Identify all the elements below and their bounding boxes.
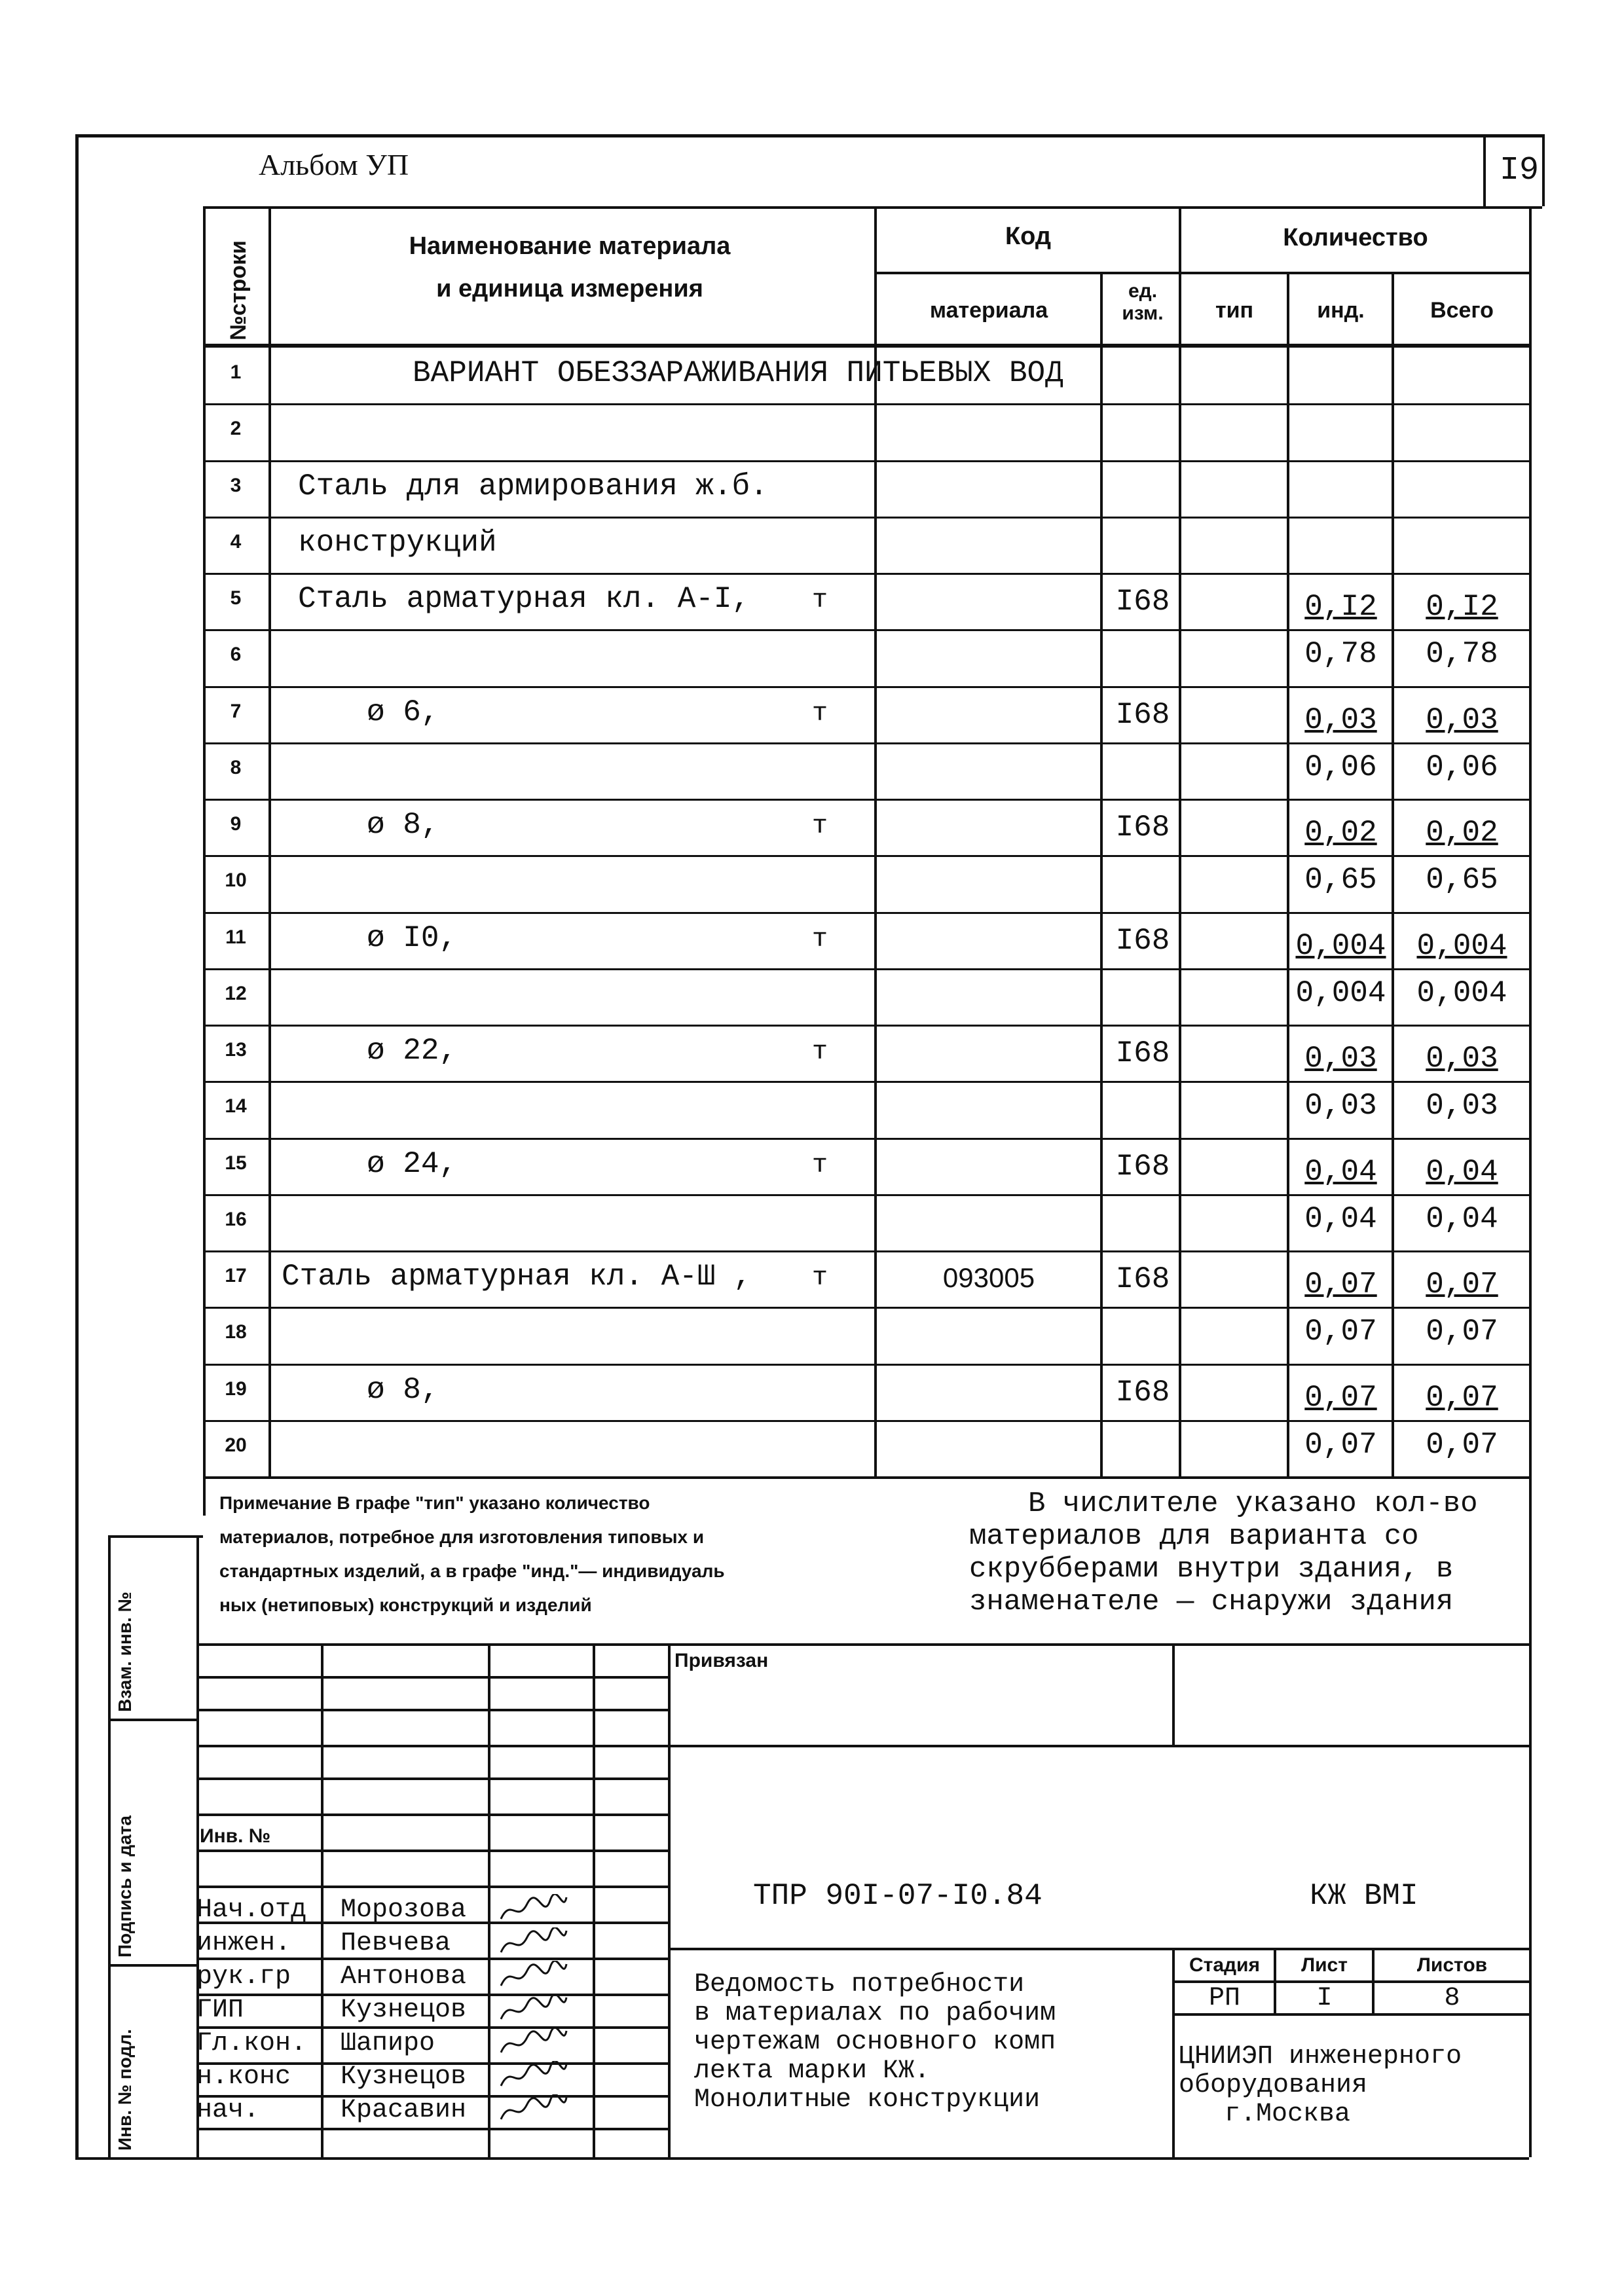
material-name: Сталь арматурная кл. А-Ш , — [282, 1260, 752, 1294]
unit-label: т — [812, 1150, 828, 1180]
material-name: ø 6, — [367, 695, 439, 729]
row-number: 19 — [225, 1377, 247, 1400]
side-podpis-label: Подпись и дата — [115, 1815, 135, 1958]
inv-no-label: Инв. № — [200, 1825, 271, 1847]
qty-total: 0,03 — [1426, 1042, 1498, 1076]
row-divider — [203, 1307, 1529, 1309]
col-ind-line — [1392, 272, 1394, 1476]
row-divider — [203, 629, 1529, 631]
stage-value-line — [1172, 2013, 1529, 2016]
row-number: 5 — [230, 587, 242, 609]
staff-role: нач. — [196, 2096, 260, 2125]
row-divider — [203, 686, 1529, 688]
col-type-line — [1287, 272, 1289, 1476]
org-line2: оборудования — [1179, 2071, 1368, 2100]
row-divider — [203, 460, 1529, 462]
unit-label: т — [812, 812, 828, 841]
header-qty-ind: инд. — [1317, 298, 1365, 323]
qty-ind: 0,07 — [1304, 1267, 1377, 1302]
sheets-value: 8 — [1444, 1984, 1460, 2013]
unit-label: т — [812, 586, 828, 615]
table-right-line — [1529, 206, 1532, 1476]
unit-label: т — [812, 924, 828, 955]
staff-role: рук.гр — [196, 1962, 291, 1992]
qty-total: 0,02 — [1426, 816, 1498, 850]
table-left-line — [203, 206, 206, 1516]
stamp-col-role — [321, 1643, 323, 2157]
qty-ind: 0,004 — [1295, 975, 1386, 1010]
unit-code: I68 — [1115, 1149, 1170, 1184]
col-unit-line — [1179, 206, 1181, 1476]
stamp-line-f — [196, 1813, 668, 1816]
qty-ind: 0,04 — [1304, 1154, 1377, 1189]
header-name-line1: Наименование материала — [409, 232, 731, 260]
row-number: 2 — [230, 418, 242, 440]
row-number: 15 — [225, 1152, 247, 1174]
stamp-line-c — [196, 1745, 668, 1747]
staff-name: Красавин — [341, 2096, 467, 2125]
frame-top-border — [75, 134, 1542, 137]
stamp-col-main — [668, 1643, 671, 2157]
header-code-unit: ед. изм. — [1122, 280, 1164, 324]
qty-total: 0,04 — [1426, 1154, 1498, 1189]
row-divider — [203, 1081, 1529, 1083]
note-right — [969, 1487, 1526, 1618]
material-name: ø I0, — [367, 920, 458, 955]
desc-line2: в материалах по рабочим — [694, 1999, 1056, 2028]
header-qty-split — [1179, 272, 1529, 274]
signature-icon — [498, 2028, 570, 2060]
staff-name: Певчева — [341, 1929, 451, 1958]
row-number: 12 — [225, 982, 247, 1004]
desc-line4: лекта марки КЖ. — [694, 2056, 931, 2086]
row-divider — [203, 1025, 1529, 1027]
stamp-line-g — [196, 1850, 668, 1852]
row-divider — [203, 1364, 1529, 1366]
sheet-label: Лист — [1301, 1954, 1348, 1976]
note-left-line1: Примечание В графе "тип" указано количество — [219, 1493, 650, 1513]
page-number: I9 — [1500, 152, 1540, 189]
qty-ind: 0,65 — [1304, 863, 1377, 898]
material-name: ВАРИАНТ ОБЕЗЗАРАЖИВАНИЯ ПИТЬЕВЫХ ВОД — [413, 356, 1063, 390]
row-number: 1 — [230, 361, 242, 383]
signature-icon — [498, 1894, 570, 1927]
unit-code: I68 — [1115, 1262, 1170, 1296]
staff-role: Нач.отд — [196, 1895, 307, 1925]
side-inv-label: Инв. № подл. — [115, 2029, 135, 2151]
qty-total: 0,004 — [1416, 975, 1507, 1010]
unit-code: I68 — [1115, 923, 1170, 958]
note-right-line2: материалов для варианта со — [969, 1520, 1419, 1553]
linked-label: Привязан — [674, 1650, 769, 1671]
unit-code: I68 — [1115, 811, 1170, 845]
row-divider — [203, 573, 1529, 575]
qty-total: 0,07 — [1426, 1315, 1498, 1349]
stamp-line-d — [668, 1745, 1529, 1747]
row-number: 18 — [225, 1321, 247, 1343]
row-divider — [203, 855, 1529, 857]
stamp-line-i — [668, 1948, 1529, 1950]
project-code: ТПР 90I-07-I0.84 — [753, 1879, 1043, 1913]
stage-col-split2 — [1372, 1948, 1375, 2013]
header-code: Код — [1005, 223, 1052, 250]
org-line3: г.Москва — [1225, 2100, 1351, 2129]
row-number: 20 — [225, 1434, 247, 1456]
row-divider — [203, 403, 1529, 405]
col-code-line — [1100, 272, 1103, 1476]
staff-role: н.конс — [196, 2062, 291, 2092]
signature-icon — [498, 2094, 570, 2127]
frame-bottom-line — [75, 2157, 1529, 2160]
stamp-line-b — [196, 1709, 668, 1711]
qty-ind: 0,07 — [1304, 1427, 1377, 1462]
unit-code: I68 — [1115, 585, 1170, 619]
material-name: ø 24, — [367, 1146, 458, 1181]
qty-ind: 0,07 — [1304, 1315, 1377, 1349]
album-label: Альбом УП — [259, 148, 409, 181]
unit-label: т — [812, 1038, 828, 1067]
qty-ind: 0,04 — [1304, 1201, 1377, 1236]
qty-ind: 0,02 — [1304, 816, 1377, 850]
material-name: конструкций — [298, 525, 497, 560]
qty-ind: 0,78 — [1304, 637, 1377, 672]
unit-label: т — [812, 699, 828, 729]
sheet-description — [694, 1971, 1056, 2115]
row-number: 9 — [230, 813, 242, 835]
desc-line5: Монолитные конструкции — [694, 2085, 1041, 2115]
qty-total: 0,78 — [1426, 637, 1498, 672]
material-name: ø 8, — [367, 1372, 439, 1407]
row-divider — [203, 799, 1529, 801]
qty-total: 0,07 — [1426, 1380, 1498, 1415]
qty-total: 0,004 — [1416, 928, 1507, 963]
note-left-line4: ных (нетиповых) конструкций и изделий — [219, 1595, 592, 1615]
side-margin-top — [108, 1535, 203, 1538]
staff-role: ГИП — [196, 1995, 244, 2025]
note-left — [219, 1486, 979, 1622]
signature-icon — [498, 1994, 570, 2027]
material-name: Сталь арматурная кл. А-I, — [298, 582, 750, 616]
material-name: Сталь для армирования ж.б. — [298, 469, 768, 503]
frame-left-border — [75, 134, 79, 2157]
material-code: 093005 — [942, 1262, 1035, 1293]
staff-role: Гл.кон. — [196, 2029, 307, 2058]
table-top-line — [203, 206, 1529, 209]
qty-total: 0,06 — [1426, 750, 1498, 784]
side-margin-split2 — [108, 1964, 196, 1967]
stamp-top-line — [196, 1643, 1529, 1646]
qty-ind: 0,I2 — [1304, 590, 1377, 624]
unit-label: т — [812, 1264, 828, 1293]
row-number: 7 — [230, 700, 242, 722]
stamp-right-line — [1529, 1476, 1532, 2157]
table-bottom-line — [203, 1476, 1529, 1479]
unit-code: I68 — [1115, 1036, 1170, 1070]
qty-total: 0,07 — [1426, 1427, 1498, 1462]
row-number: 14 — [225, 1095, 247, 1118]
header-bottom-line — [203, 344, 1529, 348]
row-number: 8 — [230, 756, 242, 778]
note-right-line4: знаменателе — снаружи здания — [969, 1586, 1454, 1618]
material-name: ø 8, — [367, 808, 439, 842]
header-name-line2: и единица измерения — [436, 275, 703, 302]
row-number: 11 — [225, 926, 246, 948]
note-left-line2: материалов, потребное для изготовления типовых и — [219, 1527, 705, 1547]
stage-label: Стадия — [1189, 1954, 1261, 1976]
sheets-label: Листов — [1416, 1954, 1488, 1976]
unit-code: I68 — [1115, 1375, 1170, 1410]
note-left-line3: стандартных изделий, а в графе "инд."— индивидуаль — [219, 1561, 725, 1581]
col-name-line — [874, 206, 877, 1476]
row-divider — [203, 1194, 1529, 1196]
qty-total: 0,04 — [1426, 1201, 1498, 1236]
row-divider — [203, 1420, 1529, 1422]
stage-col-split1 — [1274, 1948, 1276, 2013]
stage-header-line — [1172, 1980, 1529, 1983]
qty-ind: 0,004 — [1295, 928, 1386, 963]
stamp-line-a — [196, 1676, 668, 1679]
sheet-value: I — [1316, 1984, 1333, 2013]
stamp-line-h — [196, 1886, 668, 1888]
col-rownum-line — [268, 206, 271, 1476]
qty-ind: 0,07 — [1304, 1380, 1377, 1415]
material-name: ø 22, — [367, 1034, 458, 1068]
header-code-split — [874, 272, 1179, 274]
side-margin-line — [108, 1535, 111, 2157]
staff-name: Антонова — [341, 1962, 467, 1992]
stage-value: РП — [1208, 1984, 1240, 2013]
staff-name: Кузнецов — [341, 1995, 467, 2025]
header-code-material: материала — [929, 298, 1048, 323]
row-number: 17 — [225, 1265, 247, 1286]
row-divider — [203, 912, 1529, 914]
row-number: 13 — [225, 1039, 247, 1061]
note-right-line1: В числителе указано кол-во — [1028, 1487, 1478, 1520]
header-row-number: №строки — [226, 240, 251, 340]
header-quantity: Количество — [1283, 224, 1428, 251]
organization — [1179, 2043, 1462, 2129]
staff-name: Шапиро — [341, 2029, 435, 2058]
row-divider — [203, 517, 1529, 519]
signature-icon — [498, 1927, 570, 1960]
row-divider — [203, 1138, 1529, 1140]
signature-icon — [498, 1961, 570, 1994]
qty-ind: 0,03 — [1304, 1042, 1377, 1076]
header-qty-total: Всего — [1430, 298, 1494, 323]
qty-ind: 0,03 — [1304, 1089, 1377, 1123]
staff-name: Морозова — [341, 1895, 467, 1925]
side-vzam-label: Взам. инв. № — [115, 1592, 135, 1712]
qty-total: 0,03 — [1426, 702, 1498, 737]
stamp-linked-split — [1172, 1643, 1175, 1745]
stamp-line-e — [196, 1777, 668, 1780]
staff-role: инжен. — [196, 1929, 291, 1958]
org-line1: ЦНИИЭП инженерного — [1179, 2042, 1462, 2071]
stamp-org-split — [1172, 1948, 1175, 2157]
qty-ind: 0,03 — [1304, 702, 1377, 737]
header-qty-type: тип — [1215, 298, 1254, 323]
row-number: 16 — [225, 1208, 247, 1230]
note-right-line3: скрубберами внутри здания, в — [969, 1553, 1454, 1586]
page-number-box-right — [1542, 134, 1545, 206]
row-divider — [203, 1250, 1529, 1252]
page-number-box-left — [1483, 134, 1486, 206]
row-number: 4 — [230, 530, 242, 553]
staff-name: Кузнецов — [341, 2062, 467, 2092]
row-number: 6 — [230, 644, 242, 666]
stamp-col-sign — [593, 1643, 595, 2157]
desc-line1: Ведомость потребности — [694, 1970, 1025, 1999]
unit-code: I68 — [1115, 697, 1170, 732]
side-margin-split1 — [108, 1719, 196, 1721]
stamp-line-p — [196, 2128, 668, 2130]
qty-total: 0,07 — [1426, 1267, 1498, 1302]
qty-total: 0,65 — [1426, 863, 1498, 898]
row-number: 3 — [230, 474, 242, 496]
stamp-col-name — [488, 1643, 490, 2157]
desc-line3: чертежам основного комп — [694, 2028, 1056, 2057]
qty-total: 0,I2 — [1426, 590, 1498, 624]
row-divider — [203, 742, 1529, 744]
signature-icon — [498, 2061, 570, 2094]
row-divider — [203, 968, 1529, 970]
qty-ind: 0,06 — [1304, 750, 1377, 784]
row-number: 10 — [225, 869, 247, 892]
document-mark: КЖ ВМI — [1310, 1879, 1418, 1913]
qty-total: 0,03 — [1426, 1089, 1498, 1123]
